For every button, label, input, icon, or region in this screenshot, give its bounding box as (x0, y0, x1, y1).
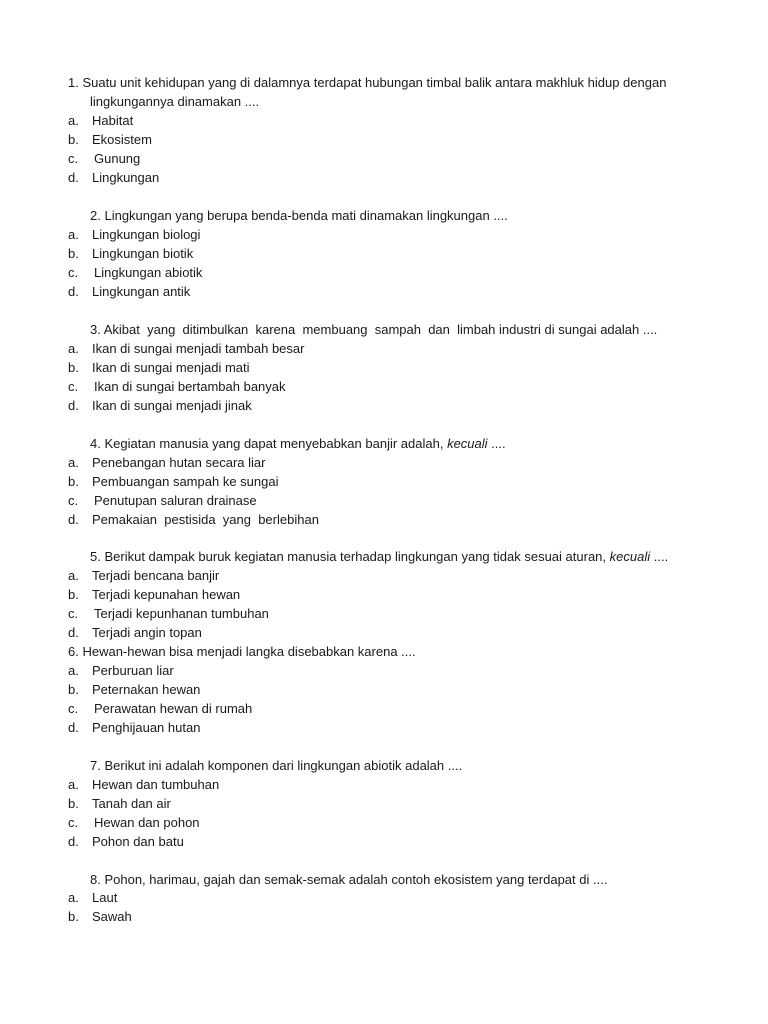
option-letter: b. (68, 796, 79, 811)
option-text: Terjadi kepunahan hewan (92, 587, 241, 602)
option-text: Pohon dan batu (92, 834, 184, 849)
question-text: Suatu unit kehidupan yang di dalamnya terdapat hubungan timbal balik antara makhluk hidup dengan (82, 75, 667, 90)
option-letter: b. (68, 132, 79, 147)
option-letter: b. (68, 587, 79, 602)
option-row (0, 814, 768, 832)
option-text: Habitat (92, 113, 134, 128)
option-row (0, 662, 768, 680)
option-text: Ikan di sungai menjadi tambah besar (92, 341, 305, 356)
option-letter: c. (68, 815, 79, 830)
option-row (0, 511, 768, 529)
option-letter: d. (68, 284, 79, 299)
option-row (0, 624, 768, 642)
question-number: 7. (90, 758, 101, 773)
option-row (0, 283, 768, 301)
option-text: Perburuan liar (92, 663, 174, 678)
option-row (0, 492, 768, 510)
option-text: Penebangan hutan secara liar (92, 455, 266, 470)
option-letter: d. (68, 834, 79, 849)
option-letter: a. (68, 227, 79, 242)
option-letter: c. (68, 606, 79, 621)
option-letter: a. (68, 777, 79, 792)
option-letter: b. (68, 360, 79, 375)
option-text: Ikan di sungai bertambah banyak (94, 379, 286, 394)
option-text: Peternakan hewan (92, 682, 201, 697)
option-letter: b. (68, 474, 79, 489)
option-letter: a. (68, 113, 79, 128)
question-text: lingkungannya dinamakan .... (90, 94, 260, 109)
question-1-continuation (90, 93, 259, 111)
option-row (0, 397, 768, 415)
question-4 (90, 435, 506, 453)
option-letter: d. (68, 625, 79, 640)
option-letter: d. (68, 170, 79, 185)
question-text: Lingkungan yang berupa benda-benda mati dinamakan lingkungan .... (104, 208, 508, 223)
option-row (0, 586, 768, 604)
question-number: 8. (90, 872, 101, 887)
option-letter: a. (68, 663, 79, 678)
question-number: 6. (68, 644, 79, 659)
question-number: 1. (68, 75, 79, 90)
option-row (0, 226, 768, 244)
option-text: Lingkungan antik (92, 284, 191, 299)
option-text: Penghijauan hutan (92, 720, 201, 735)
option-text: Pemakaian pestisida yang berlebihan (92, 512, 319, 527)
option-letter: d. (68, 512, 79, 527)
option-text: Terjadi bencana banjir (92, 568, 220, 583)
option-text: Hewan dan tumbuhan (92, 777, 220, 792)
option-text: Pembuangan sampah ke sungai (92, 474, 279, 489)
question-text: Berikut dampak buruk kegiatan manusia terhadap lingkungan yang tidak sesuai aturan, (104, 549, 607, 564)
option-letter: a. (68, 890, 79, 905)
option-text: Lingkungan (92, 170, 160, 185)
option-letter: c. (68, 493, 79, 508)
option-text: Lingkungan biotik (92, 246, 194, 261)
question-text: Hewan-hewan bisa menjadi langka disebabkan karena .... (82, 644, 416, 659)
question-number: 4. (90, 436, 101, 451)
option-text: Hewan dan pohon (94, 815, 200, 830)
question-text: Akibat yang ditimbulkan karena membuang sampah dan limbah industri di sungai adalah .... (103, 322, 658, 337)
option-row (0, 340, 768, 358)
option-row (0, 719, 768, 737)
option-row (0, 908, 768, 926)
option-text: Ikan di sungai menjadi jinak (92, 398, 252, 413)
option-row (0, 889, 768, 907)
option-row (0, 112, 768, 130)
option-row (0, 605, 768, 623)
option-text: Sawah (92, 909, 132, 924)
option-letter: a. (68, 341, 79, 356)
question-text: Kegiatan manusia yang dapat menyebabkan banjir adalah, (104, 436, 444, 451)
question-suffix: .... (653, 549, 669, 564)
option-row (0, 264, 768, 282)
option-row (0, 567, 768, 585)
option-text: Perawatan hewan di rumah (94, 701, 253, 716)
option-row (0, 131, 768, 149)
option-letter: c. (68, 151, 79, 166)
option-text: Terjadi kepunhanan tumbuhan (94, 606, 269, 621)
option-row (0, 169, 768, 187)
option-letter: b. (68, 682, 79, 697)
question-text: Berikut ini adalah komponen dari lingkungan abiotik adalah .... (104, 758, 463, 773)
option-row (0, 776, 768, 794)
option-row (0, 245, 768, 263)
question-8 (90, 871, 607, 889)
question-7 (90, 757, 462, 775)
option-row (0, 359, 768, 377)
option-letter: b. (68, 909, 79, 924)
option-row (0, 795, 768, 813)
option-letter: c. (68, 701, 79, 716)
option-text: Terjadi angin topan (92, 625, 202, 640)
question-number: 3. (90, 322, 101, 337)
question-number: 5. (90, 549, 101, 564)
question-number: 2. (90, 208, 101, 223)
option-row (0, 700, 768, 718)
option-row (0, 150, 768, 168)
option-text: Penutupan saluran drainase (94, 493, 257, 508)
question-6 (68, 643, 416, 661)
question-emphasis: kecuali (447, 436, 488, 451)
option-text: Ikan di sungai menjadi mati (92, 360, 250, 375)
question-emphasis: kecuali (609, 549, 651, 564)
option-letter: c. (68, 379, 79, 394)
question-3 (90, 321, 657, 339)
option-text: Lingkungan abiotik (94, 265, 203, 280)
option-row (0, 681, 768, 699)
option-letter: a. (68, 455, 79, 470)
option-text: Laut (92, 890, 118, 905)
question-suffix: .... (491, 436, 506, 451)
option-text: Gunung (94, 151, 141, 166)
option-letter: d. (68, 398, 79, 413)
option-letter: c. (68, 265, 79, 280)
question-1 (68, 74, 666, 92)
option-text: Ekosistem (92, 132, 152, 147)
question-2 (90, 207, 508, 225)
option-text: Tanah dan air (92, 796, 171, 811)
option-row (0, 378, 768, 396)
option-letter: a. (68, 568, 79, 583)
option-row (0, 454, 768, 472)
question-text: Pohon, harimau, gajah dan semak-semak adalah contoh ekosistem yang terdapat di .... (104, 872, 608, 887)
option-text: Lingkungan biologi (92, 227, 201, 242)
question-5 (90, 548, 668, 566)
option-row (0, 473, 768, 491)
option-row (0, 833, 768, 851)
option-letter: d. (68, 720, 79, 735)
option-letter: b. (68, 246, 79, 261)
